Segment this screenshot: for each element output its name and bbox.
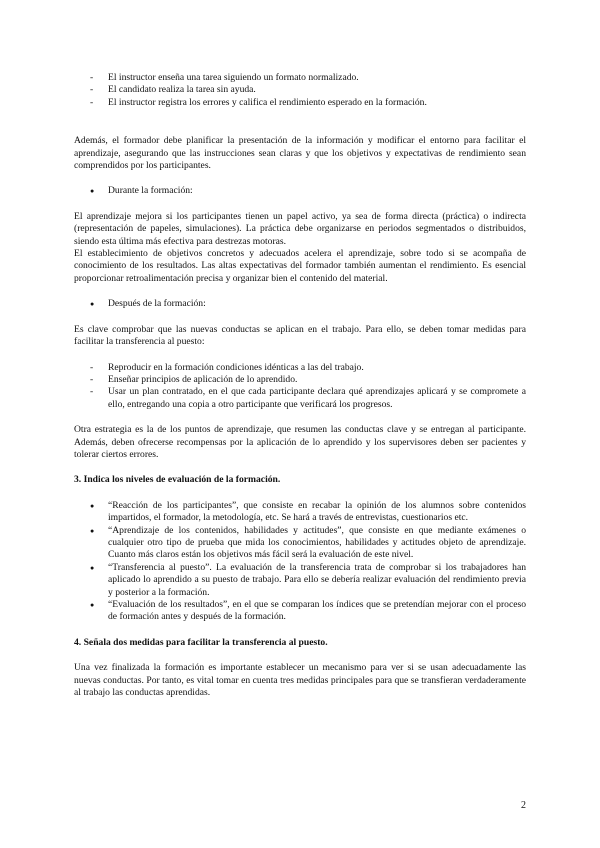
section-4-title: 4. Señala dos medidas para facilitar la transferencia al puesto. xyxy=(74,636,328,648)
paragraph-section-4: Una vez finalizada la formación es importante establecer un mecanismo para ver si se usan adecuadamente las nuevas conductas. Por tanto, es vital tomar en cuenta tres medidas principales para que se transfieran verdaderamente al trabajo las conductas aprendidas. xyxy=(74,662,526,699)
paragraph-strategy: Otra estrategia es la de los puntos de aprendizaje, que resumen las conductas clave y se entregan al participante. Además, deben ofrecerse recompensas por la aplicación de lo aprendido y los supervisores deben ser pacientes y tolerar ciertos errores. xyxy=(74,424,526,460)
list-item: ● “Transferencia al puesto”. La evaluación de la transferencia trata de comprobar si los trabajadores han aplicado lo aprendido a su puesto de trabajo. Para ello se debería realizar evaluación del rendimiento previa y posterior a la formación. xyxy=(74,562,526,599)
list-item: - El instructor enseña una tarea siguiendo un formato normalizado. xyxy=(74,72,526,84)
page-number: 2 xyxy=(521,800,526,811)
after-heading: ● Después de la formación: xyxy=(74,298,526,310)
list-item: ● “Aprendizaje de los contenidos, habilidades y actitudes”, que consiste en que mediante exámenes o cualquier otro tipo de prueba que mida los conocimientos, habilidades y actitudes objeto de aprendizaje. Cuanto más claros están los objetivos más fácil será la evaluación de este nivel. xyxy=(74,525,526,562)
paragraph-trainer: Además, el formador debe planificar la presentación de la información y modificar el entorno para facilitar el aprendizaje, asegurando que las instrucciones sean claras y que los objetivos y expectativas de rendimiento sean comprendidos por los participantes. xyxy=(74,135,526,172)
during-heading: ● Durante la formación: xyxy=(74,185,526,197)
list-item: - El candidato realiza la tarea sin ayuda. xyxy=(74,84,526,96)
list-item: - El instructor registra los errores y califica el rendimiento esperado en la formación. xyxy=(74,97,526,109)
intro-list xyxy=(74,72,526,109)
list-item: - Usar un plan contratado, en el que cada participante declara qué aprendizajes aplicará y se compromete a ello, entregando una copia a otro participante que verificará los progresos. xyxy=(74,386,526,411)
paragraph-after: Es clave comprobar que las nuevas conductas se aplican en el trabajo. Para ello, se deben tomar medidas para facilitar la transferencia al puesto: xyxy=(74,323,526,348)
list-item: ● “Evaluación de los resultados”, en el que se comparan los índices que se pretendían mejorar con el proceso de formación antes y después de la formación. xyxy=(74,599,526,624)
page-content xyxy=(74,72,526,699)
list-item: - Enseñar principios de aplicación de lo aprendido. xyxy=(74,374,526,386)
section-3-title: 3. Indica los niveles de evaluación de la formación. xyxy=(74,474,281,486)
list-item: - Reproducir en la formación condiciones idénticas a las del trabajo. xyxy=(74,362,526,374)
paragraph-during-1: El aprendizaje mejora si los participantes tienen un papel activo, ya sea de forma directa (práctica) o indirecta (representación de papeles, simulaciones). La práctica debe organizarse en periodos segmentados o distribuidos, siendo esta última más efectiva para destrezas motoras. xyxy=(74,210,526,247)
transfer-list xyxy=(74,362,526,412)
evaluation-levels-list xyxy=(74,500,526,624)
paragraph-during-2: El establecimiento de objetivos concretos y adecuados acelera el aprendizaje, sobre todo si se acompaña de conocimiento de los resultados. Las altas expectativas del formador también aumentan el rendimiento. Es esencial proporcionar retroalimentación precisa y organizar bien el contenido del material. xyxy=(74,248,526,284)
list-item: ● “Reacción de los participantes”, que consiste en recabar la opinión de los alumnos sobre contenidos impartidos, el formador, la metodología, etc. Se hará a través de entrevistas, cuestionarios etc. xyxy=(74,500,526,525)
